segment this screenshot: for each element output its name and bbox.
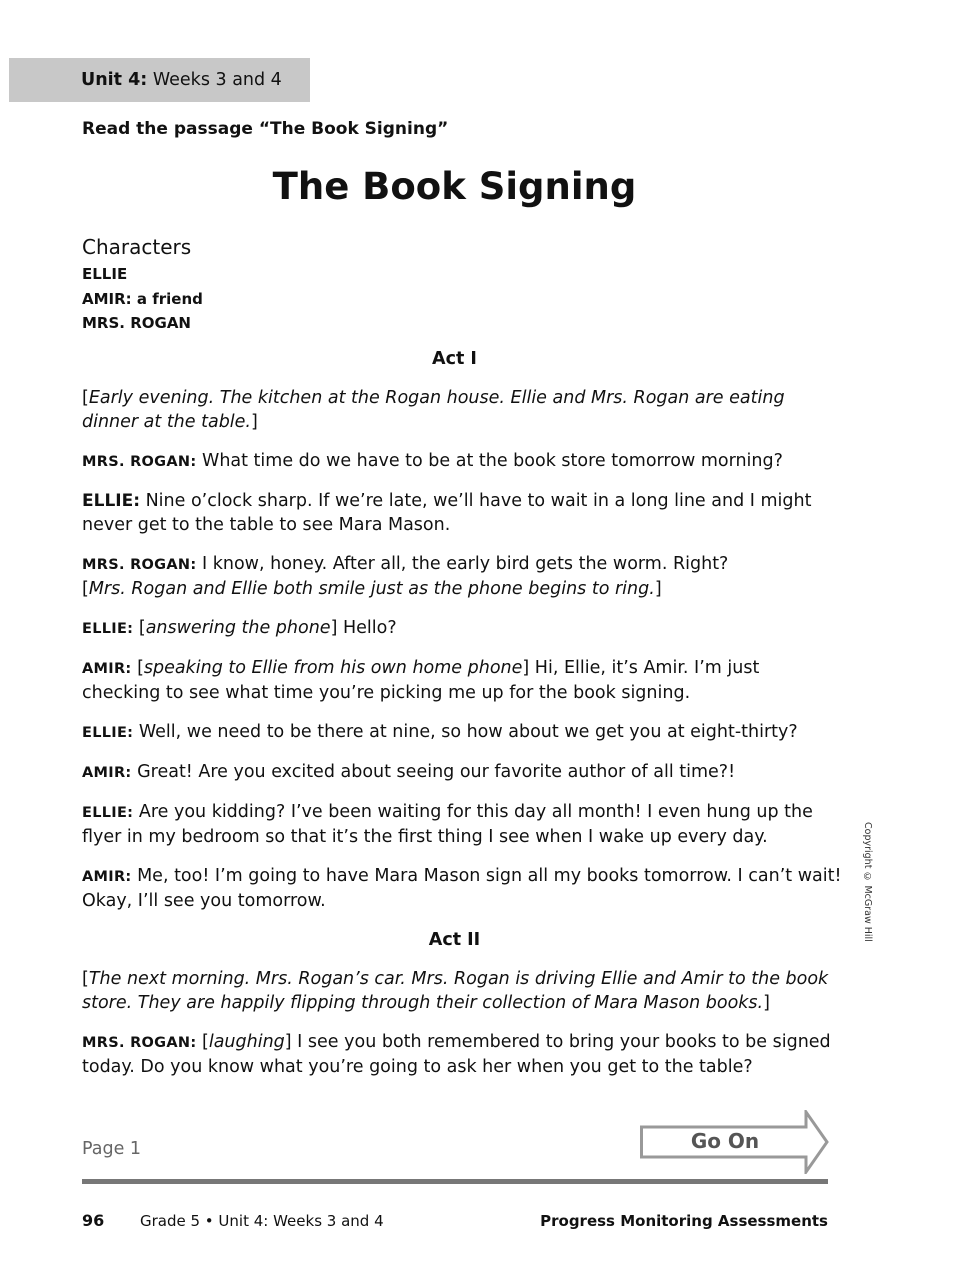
grade-unit-label: Grade 5 • Unit 4: Weeks 3 and 4 [140,1212,384,1230]
speaker: ELLIE: [82,725,134,741]
character-item [82,262,203,287]
dialogue-line [82,616,842,641]
direction-text: speaking to Ellie from his own home phone [143,658,523,678]
direction-text: answering the phone [145,618,331,638]
character-name: ELLIE [82,265,128,283]
speaker: MRS. ROGAN: [82,454,197,470]
character-name: AMIR: [82,289,132,308]
speaker: AMIR: [82,869,132,885]
line-text: ] Hi, Ellie, it’s Amir. I’m just checking to see what time you’re picking me up for the book signing. [82,658,760,703]
script-body [82,347,842,1094]
go-on-arrow [640,1110,830,1174]
dialogue-line [82,489,842,537]
character-name: MRS. ROGAN [82,314,191,332]
character-item [82,287,203,312]
act-heading: Act I [432,349,477,369]
dialogue-line [82,864,842,913]
unit-label: Unit 4: [81,70,148,90]
dialogue-line [82,552,842,601]
speaker: ELLIE: [82,491,141,511]
dialogue-line [82,760,842,785]
line-text: Me, too! I’m going to have Mara Mason sign all my books tomorrow. I can’t wait! Okay, I’ll see you tomorrow. [82,866,842,911]
line-text: I know, honey. After all, the early bird gets the worm. Right? [196,554,729,574]
dialogue-line [82,656,842,705]
bracket: ] [763,993,770,1013]
line-text: What time do we have to be at the book store tomorrow morning? [196,451,783,471]
speaker: MRS. ROGAN: [82,1035,197,1051]
speaker: ELLIE: [82,621,134,637]
character-desc: a friend [131,289,203,308]
bracket: [ [133,618,146,638]
line-text: Great! Are you excited about seeing our favorite author of all time?! [131,762,736,782]
character-item [82,311,203,336]
instructions: Read the passage “The Book Signing” [82,119,449,139]
speaker: ELLIE: [82,805,134,821]
page-label: Page 1 [82,1139,142,1159]
dialogue-line [82,449,842,474]
line-text: Are you kidding? I’ve been waiting for this day all month! I even hung up the flyer in my bedroom so that it’s the first thing I see when I wake up every day. [82,802,813,847]
act-heading: Act II [428,930,481,950]
copyright-notice: Copyright © McGraw Hill [862,822,873,942]
speaker: AMIR: [82,661,132,677]
bracket: [ [82,969,89,989]
direction-text: laughing [208,1032,285,1052]
bracket: ] [251,412,258,432]
line-text: ] I see you both remembered to bring your books to be signed today. Do you know what you’re going to ask her when you get to the table? [82,1032,831,1077]
line-text: ] Hello? [330,618,397,638]
page-number: 96 [82,1211,105,1230]
characters-heading: Characters [82,235,192,259]
footer-rule [82,1179,828,1184]
dialogue-line [82,1030,842,1079]
page-title: The Book Signing [272,165,637,208]
direction-text: The next morning. Mrs. Rogan’s car. Mrs. Rogan is driving Ellie and Amir to the book store. They are happily flipping through their collection of Mara Mason books. [82,969,829,1013]
stage-direction [82,386,842,434]
bracket: [ [196,1032,209,1052]
line-text: Well, we need to be there at nine, so how about we get you at eight-thirty? [133,722,798,742]
bracket: ] [654,579,662,599]
bracket: [ [82,579,89,599]
assessment-label: Progress Monitoring Assessments [540,1212,828,1230]
unit-weeks: Weeks 3 and 4 [147,70,282,90]
direction-text: Mrs. Rogan and Ellie both smile just as the phone begins to ring. [88,579,655,599]
dialogue-line [82,720,842,745]
bracket: [ [82,388,89,408]
characters-list [82,235,203,336]
speaker: AMIR: [82,765,132,781]
unit-tab [9,58,310,102]
dialogue-line [82,800,842,849]
direction-text: Early evening. The kitchen at the Rogan house. Ellie and Mrs. Rogan are eating dinner at the table. [82,388,785,432]
stage-direction [82,967,842,1015]
go-on-label: Go On [690,1129,760,1153]
bracket: [ [131,658,144,678]
line-text: Nine o’clock sharp. If we’re late, we’ll have to wait in a long line and I might never get to the table to see Mara Mason. [82,491,812,535]
speaker: MRS. ROGAN: [82,557,197,573]
